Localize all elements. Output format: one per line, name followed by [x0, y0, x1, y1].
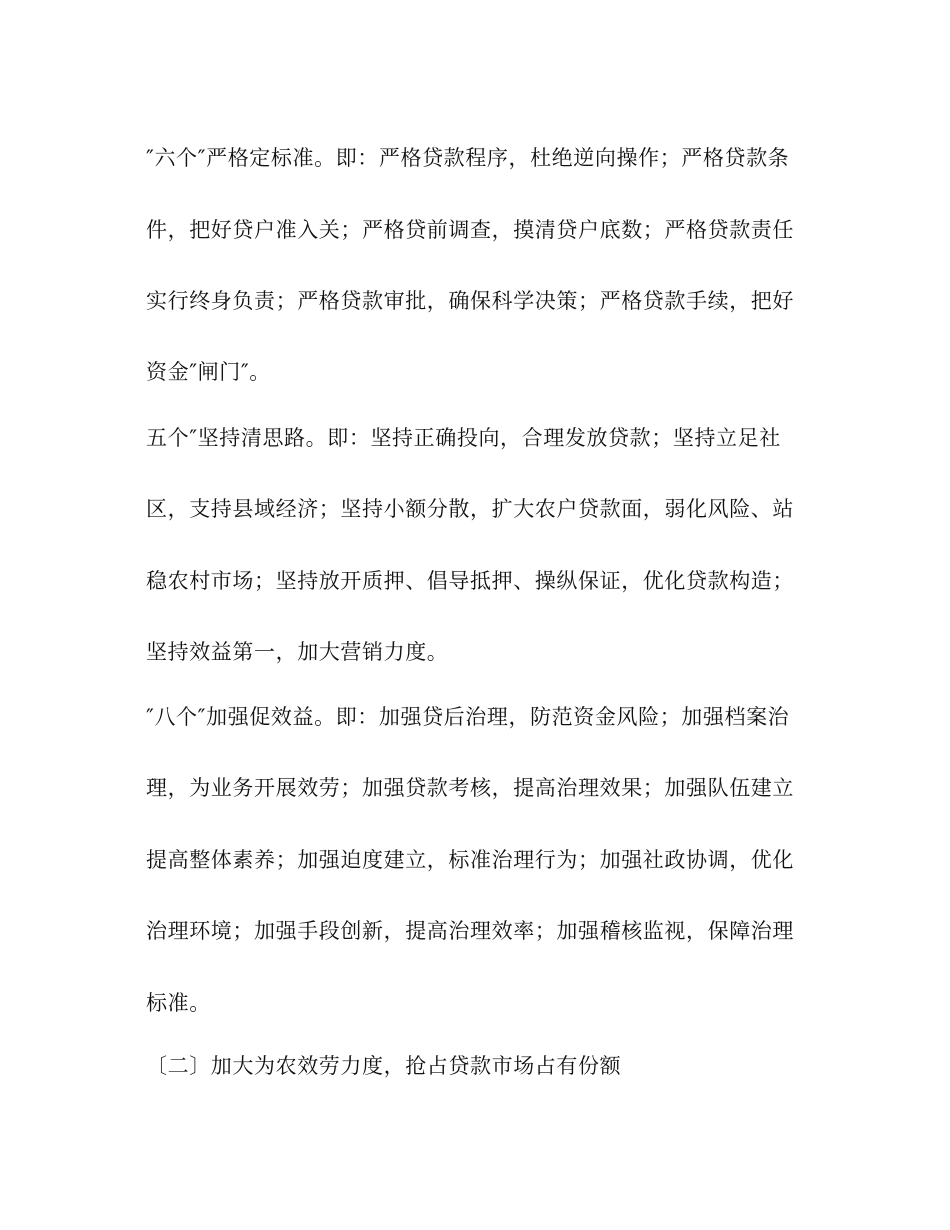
paragraph-3-line-2: 理，为业务开展效劳；加强贷款考核，提高治理效果；加强队伍建立	[146, 776, 794, 800]
section-heading: 〔二〕加大为农效劳力度，抢占贷款市场占有份额	[146, 1054, 622, 1078]
paragraph-2-line-4: 坚持效益第一，加大营销力度。	[146, 640, 449, 664]
paragraph-3-line-5: 标准。	[146, 991, 211, 1015]
paragraph-2-line-1: 五个″坚持清思路。即：坚持正确投向，合理发放贷款；坚持立足社	[146, 426, 781, 450]
paragraph-2-line-3: 稳农村市场；坚持放开质押、倡导抵押、操纵保证，优化贷款构造；	[146, 569, 794, 593]
paragraph-1-line-2: 件，把好贷户准入关；严格贷前调查，摸清贷户底数；严格贷款责任	[146, 218, 794, 242]
paragraph-3-line-4: 治理环境；加强手段创新，提高治理效率；加强稽核监视，保障治理	[146, 919, 794, 943]
paragraph-1-line-3: 实行终身负责；严格贷款审批，确保科学决策；严格贷款手续，把好	[146, 289, 794, 313]
paragraph-1-line-4: 资金″闸门″。	[146, 360, 271, 384]
paragraph-3-line-1: ″八个″加强促效益。即：加强贷后治理，防范资金风险；加强档案治	[146, 705, 790, 729]
paragraph-2-line-2: 区，支持县域经济；坚持小额分散，扩大农户贷款面，弱化风险、站	[146, 497, 794, 521]
paragraph-1-line-1: ″六个″严格定标准。即：严格贷款程序，杜绝逆向操作；严格贷款条	[146, 146, 790, 170]
paragraph-3-line-3: 提高整体素养；加强迫度建立，标准治理行为；加强社政协调，优化	[146, 848, 794, 872]
